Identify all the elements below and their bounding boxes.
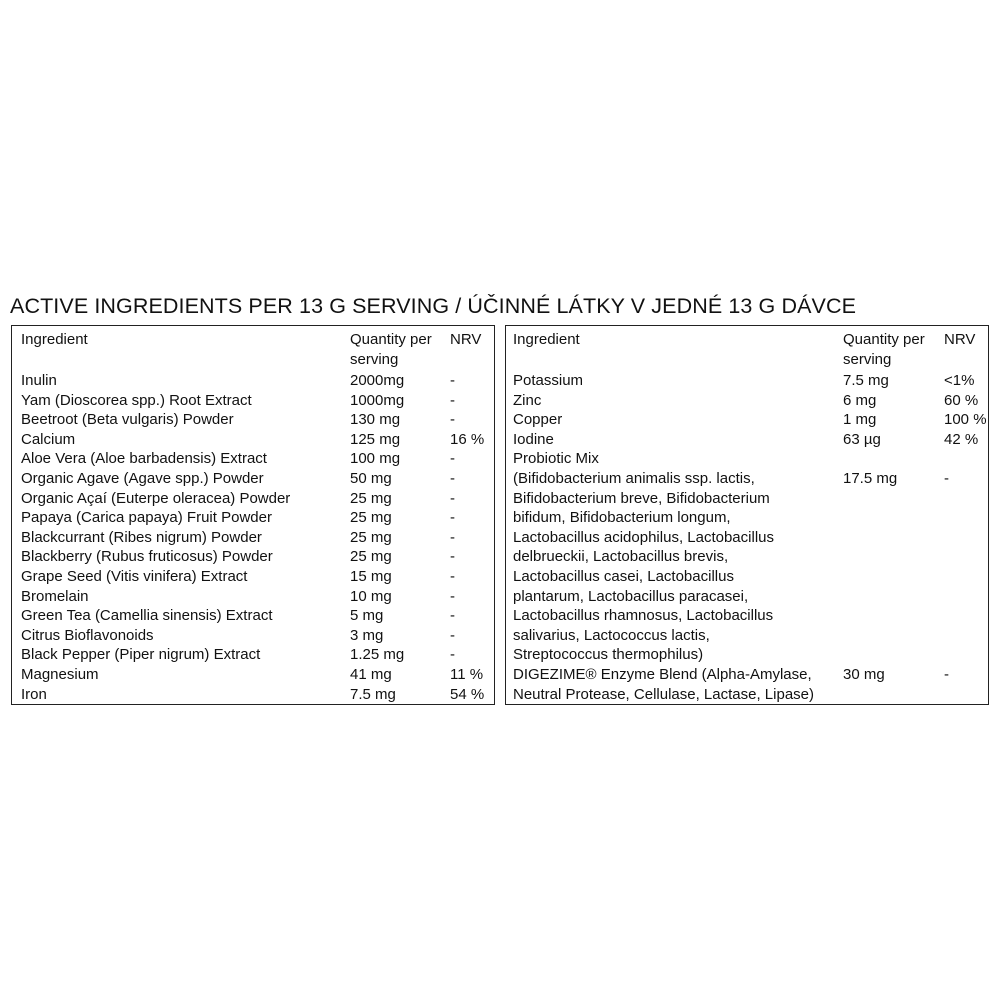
table-row — [12, 645, 494, 665]
quantity-value: 1 mg — [843, 411, 877, 429]
nrv-value: - — [450, 411, 455, 429]
ingredient-name: Bifidobacterium breve, Bifidobacterium — [513, 489, 770, 507]
table-row — [12, 547, 494, 567]
table-row — [12, 508, 494, 528]
quantity-value: 25 mg — [350, 489, 392, 507]
ingredient-name: Calcium — [21, 430, 76, 448]
table-row — [12, 371, 494, 391]
table-row — [12, 489, 494, 509]
quantity-value: 6 mg — [843, 391, 877, 409]
ingredient-name: Aloe Vera (Aloe barbadensis) Extract — [21, 450, 267, 468]
table-row — [12, 606, 494, 626]
ingredient-name: Magnesium — [21, 665, 99, 683]
nrv-value: <1% — [944, 372, 975, 389]
ingredient-name: (Bifidobacterium animalis ssp. lactis, — [513, 469, 755, 487]
nrv-value: 60 % — [944, 391, 979, 409]
ingredient-name: Beetroot (Beta vulgaris) Powder — [21, 411, 234, 429]
table-row — [12, 430, 494, 450]
ingredient-name: Blackcurrant (Ribes nigrum) Powder — [21, 528, 262, 546]
table-row — [506, 410, 988, 430]
ingredient-name: Grape Seed (Vitis vinifera) Extract — [21, 567, 248, 585]
quantity-value: 1000mg — [350, 391, 405, 409]
nrv-value: - — [450, 450, 455, 468]
nrv-value: - — [450, 607, 455, 625]
table-row — [506, 645, 988, 665]
quantity-value: 63 µg — [843, 430, 881, 448]
right-rows — [506, 371, 988, 704]
ingredient-name: Blackberry (Rubus fruticosus) Powder — [21, 548, 273, 566]
nrv-value: - — [450, 372, 455, 389]
ingredient-name: Organic Agave (Agave spp.) Powder — [21, 469, 264, 487]
quantity-value: 25 mg — [350, 548, 392, 566]
nrv-value: - — [450, 528, 455, 546]
nrv-value: - — [450, 469, 455, 487]
table-row — [12, 665, 494, 685]
header-nrv: NRV — [450, 331, 482, 348]
header-quantity-line1: Quantity per — [843, 331, 925, 348]
ingredient-name: Streptococcus thermophilus) — [513, 646, 704, 664]
ingredient-name: Iron — [21, 685, 47, 703]
nrv-value: - — [450, 646, 455, 664]
header-quantity — [350, 330, 432, 369]
table-row — [12, 469, 494, 489]
quantity-value: 2000mg — [350, 372, 405, 389]
table-row — [506, 567, 988, 587]
nrv-value: - — [450, 391, 455, 409]
ingredient-name: Papaya (Carica papaya) Fruit Powder — [21, 509, 272, 527]
header-quantity-line2: serving — [843, 350, 892, 368]
ingredient-name: Neutral Protease, Cellulase, Lactase, Lipase) — [513, 685, 814, 703]
ingredient-name: Black Pepper (Piper nigrum) Extract — [21, 646, 261, 664]
table-row — [506, 508, 988, 528]
ingredient-name: Yam (Dioscorea spp.) Root Extract — [21, 391, 252, 409]
quantity-value: 30 mg — [843, 665, 885, 683]
quantity-value: 130 mg — [350, 411, 401, 429]
table-row — [506, 489, 988, 509]
nrv-value: - — [450, 626, 455, 644]
ingredient-name: delbrueckii, Lactobacillus brevis, — [513, 548, 729, 566]
nrv-value: - — [450, 567, 455, 585]
table-row — [506, 626, 988, 646]
table-row — [12, 685, 494, 705]
nrv-value: - — [450, 548, 455, 566]
ingredient-name: Organic Açaí (Euterpe oleracea) Powder — [21, 489, 291, 507]
table-row — [506, 685, 988, 705]
table-row — [12, 626, 494, 646]
nrv-value: - — [450, 587, 455, 605]
quantity-value: 41 mg — [350, 665, 392, 683]
quantity-value: 25 mg — [350, 509, 392, 527]
nrv-value: - — [450, 509, 455, 527]
nrv-value: - — [944, 469, 949, 487]
ingredient-name: Inulin — [21, 372, 57, 389]
quantity-value: 10 mg — [350, 587, 392, 605]
ingredient-name: Probiotic Mix — [513, 450, 599, 468]
nrv-value: 100 % — [944, 411, 987, 429]
ingredient-name: Iodine — [513, 430, 554, 448]
nrv-value: - — [450, 489, 455, 507]
ingredient-name: DIGEZIME® Enzyme Blend (Alpha-Amylase, — [513, 665, 812, 683]
table-row — [506, 665, 988, 685]
quantity-value: 50 mg — [350, 469, 392, 487]
table-row — [12, 587, 494, 607]
table-row — [12, 528, 494, 548]
quantity-value: 100 mg — [350, 450, 401, 468]
left-ingredients-table — [11, 325, 495, 705]
quantity-value: 125 mg — [350, 430, 401, 448]
right-ingredients-table — [505, 325, 989, 705]
ingredient-name: Copper — [513, 411, 563, 429]
quantity-value: 3 mg — [350, 626, 384, 644]
quantity-value: 1.25 mg — [350, 646, 405, 664]
table-row — [506, 606, 988, 626]
ingredient-name: Lactobacillus rhamnosus, Lactobacillus — [513, 607, 774, 625]
quantity-value: 17.5 mg — [843, 469, 898, 487]
table-row — [12, 567, 494, 587]
header-ingredient: Ingredient — [21, 331, 88, 348]
header-quantity — [843, 330, 925, 369]
ingredient-name: Zinc — [513, 391, 542, 409]
quantity-value: 25 mg — [350, 528, 392, 546]
table-row — [506, 587, 988, 607]
header-quantity-line1: Quantity per — [350, 331, 432, 348]
quantity-value: 5 mg — [350, 607, 384, 625]
table-row — [506, 449, 988, 469]
table-row — [12, 410, 494, 430]
table-row — [506, 430, 988, 450]
ingredient-name: Citrus Bioflavonoids — [21, 626, 154, 644]
table-row — [506, 391, 988, 411]
table-row — [506, 469, 988, 489]
header-quantity-line2: serving — [350, 350, 399, 368]
table-row — [506, 371, 988, 391]
quantity-value: 7.5 mg — [843, 372, 889, 389]
ingredient-name: salivarius, Lactococcus lactis, — [513, 626, 710, 644]
page-title: ACTIVE INGREDIENTS PER 13 G SERVING / ÚČINNÉ LÁTKY V JEDNÉ 13 G DÁVCE — [10, 294, 857, 318]
ingredient-name: bifidum, Bifidobacterium longum, — [513, 509, 731, 527]
quantity-value: 7.5 mg — [350, 685, 396, 703]
table-row — [506, 528, 988, 548]
ingredient-name: plantarum, Lactobacillus paracasei, — [513, 587, 749, 605]
nrv-value: 54 % — [450, 685, 485, 703]
quantity-value: 15 mg — [350, 567, 392, 585]
table-row — [506, 547, 988, 567]
ingredient-name: Potassium — [513, 372, 584, 389]
ingredient-name: Lactobacillus acidophilus, Lactobacillus — [513, 528, 774, 546]
header-ingredient: Ingredient — [513, 331, 580, 348]
table-row — [12, 391, 494, 411]
nrv-value: 11 % — [450, 665, 484, 683]
nrv-value: - — [944, 665, 949, 683]
ingredient-name: Lactobacillus casei, Lactobacillus — [513, 567, 734, 585]
ingredient-name: Bromelain — [21, 587, 89, 605]
table-row — [12, 449, 494, 469]
nrv-value: 42 % — [944, 430, 979, 448]
ingredient-name: Green Tea (Camellia sinensis) Extract — [21, 607, 273, 625]
nrv-value: 16 % — [450, 430, 485, 448]
left-rows — [12, 371, 494, 704]
header-nrv: NRV — [944, 331, 976, 348]
